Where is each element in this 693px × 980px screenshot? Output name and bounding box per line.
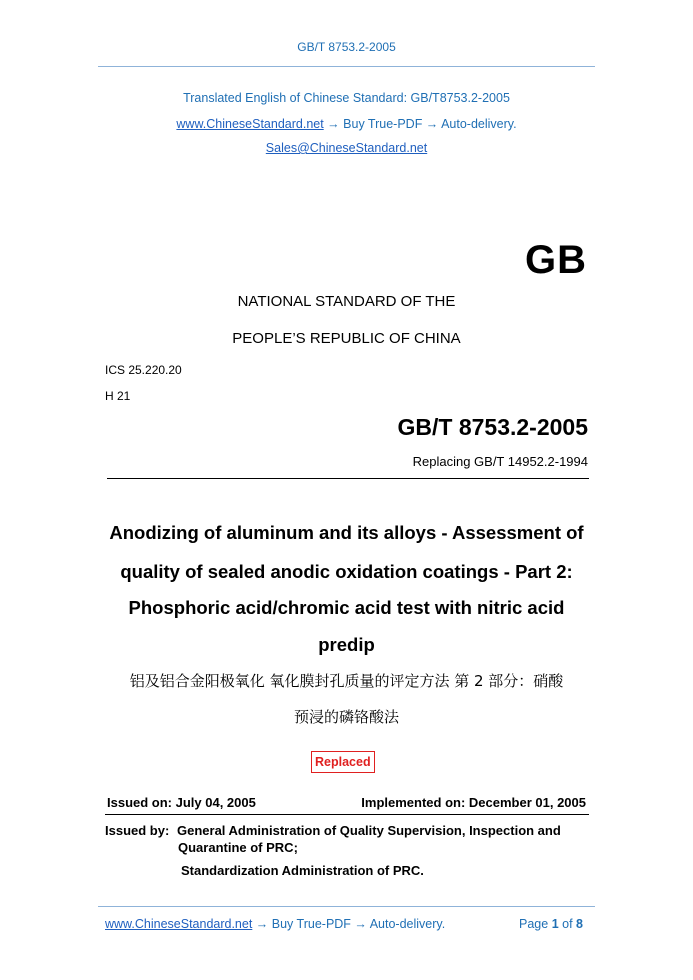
page-of: of xyxy=(562,917,573,931)
issued-by-line: Quarantine of PRC; xyxy=(178,840,298,855)
sales-email-link[interactable]: Sales@ChineseStandard.net xyxy=(265,141,428,155)
standard-number: GB/T 8753.2-2005 xyxy=(397,414,588,440)
title-line: quality of sealed anodic oxidation coatings - Part 2: xyxy=(120,561,573,582)
header-divider xyxy=(98,66,595,67)
status-badge: Replaced xyxy=(311,751,375,773)
dates-divider xyxy=(105,814,589,815)
title-divider xyxy=(107,478,589,479)
title-line: Anodizing of aluminum and its alloys - Assessment of xyxy=(109,522,584,543)
national-standard-line1: NATIONAL STANDARD OF THE xyxy=(237,293,456,310)
title-line: Phosphoric acid/chromic acid test with nitric acid xyxy=(128,597,565,618)
chinese-title-line: 预浸的磷铬酸法 xyxy=(293,708,399,726)
footer-divider xyxy=(98,906,595,907)
page-total: 8 xyxy=(576,917,583,931)
issued-on-date: Issued on: July 04, 2005 xyxy=(107,795,256,810)
page-current: 1 xyxy=(551,917,559,931)
purchase-line xyxy=(0,117,693,131)
page-indicator xyxy=(519,917,583,931)
header-doc-code: GB/T 8753.2-2005 xyxy=(297,40,396,54)
national-standard-line2: PEOPLE’S REPUBLIC OF CHINA xyxy=(232,330,461,347)
ccs-code: H 21 xyxy=(105,389,131,403)
title-line: predip xyxy=(318,634,375,655)
issued-by-line: General Administration of Quality Supervision, Inspection and xyxy=(177,823,561,838)
email-line xyxy=(0,141,693,155)
gb-mark: GB xyxy=(525,238,587,282)
issued-by-label: Issued by: xyxy=(105,823,170,838)
page-label: Page xyxy=(519,917,549,931)
footer-site-link[interactable]: www.ChineseStandard.net xyxy=(105,917,253,931)
ics-code: ICS 25.220.20 xyxy=(105,363,182,377)
purchase-text: → Buy True-PDF → Auto-delivery. xyxy=(323,117,517,131)
footer-purchase-line xyxy=(105,917,445,931)
implemented-on-date: Implemented on: December 01, 2005 xyxy=(361,795,586,810)
chinese-title-line: 铝及铝合金阳极氧化 氧化膜封孔质量的评定方法 第 2 部分：硝酸 xyxy=(129,672,564,690)
issued-by-line: Standardization Administration of PRC. xyxy=(181,863,424,878)
replacing-note: Replacing GB/T 14952.2-1994 xyxy=(412,454,588,469)
site-link[interactable]: www.ChineseStandard.net xyxy=(176,117,324,131)
translation-notice: Translated English of Chinese Standard: GB/T8753.2-2005 xyxy=(183,91,510,105)
footer-purchase-text: → Buy True-PDF → Auto-delivery. xyxy=(252,917,446,931)
